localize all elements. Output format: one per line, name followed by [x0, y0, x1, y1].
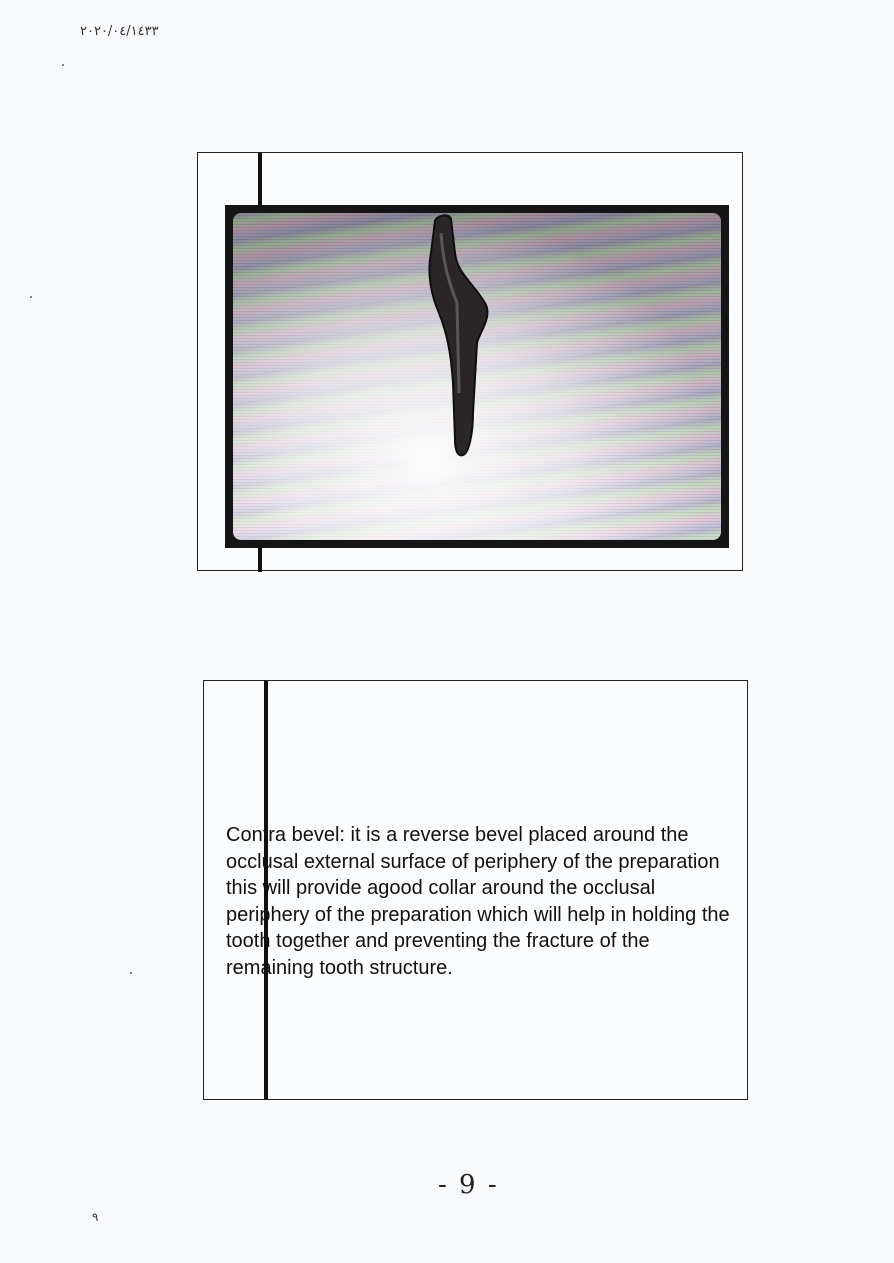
- scan-speck: [130, 972, 132, 974]
- contra-bevel-description: Contra bevel: it is a reverse bevel placed around the occlusal external surface of periphery of the preparation this will provide agood collar around the occlusal periphery of the preparation which will help in holding the tooth together and preventing the fracture of the remaining tooth structure.: [226, 824, 730, 979]
- tooth-icon: [423, 213, 503, 463]
- page-number: - 9 -: [438, 1170, 499, 1200]
- photo-frame: [225, 205, 729, 548]
- scan-speck: [62, 64, 64, 66]
- slide-text: [203, 680, 748, 1100]
- handwritten-reference: ٢٠٢٠/٠٤/١٤٣٣: [80, 24, 159, 39]
- corner-page-mark: ٩: [92, 1210, 99, 1224]
- slide-photo: [197, 152, 743, 571]
- slide-divider-line: [258, 548, 262, 572]
- slide-divider-line: [258, 153, 262, 205]
- tooth-photo-icon: [233, 213, 721, 540]
- scan-speck: [30, 296, 32, 298]
